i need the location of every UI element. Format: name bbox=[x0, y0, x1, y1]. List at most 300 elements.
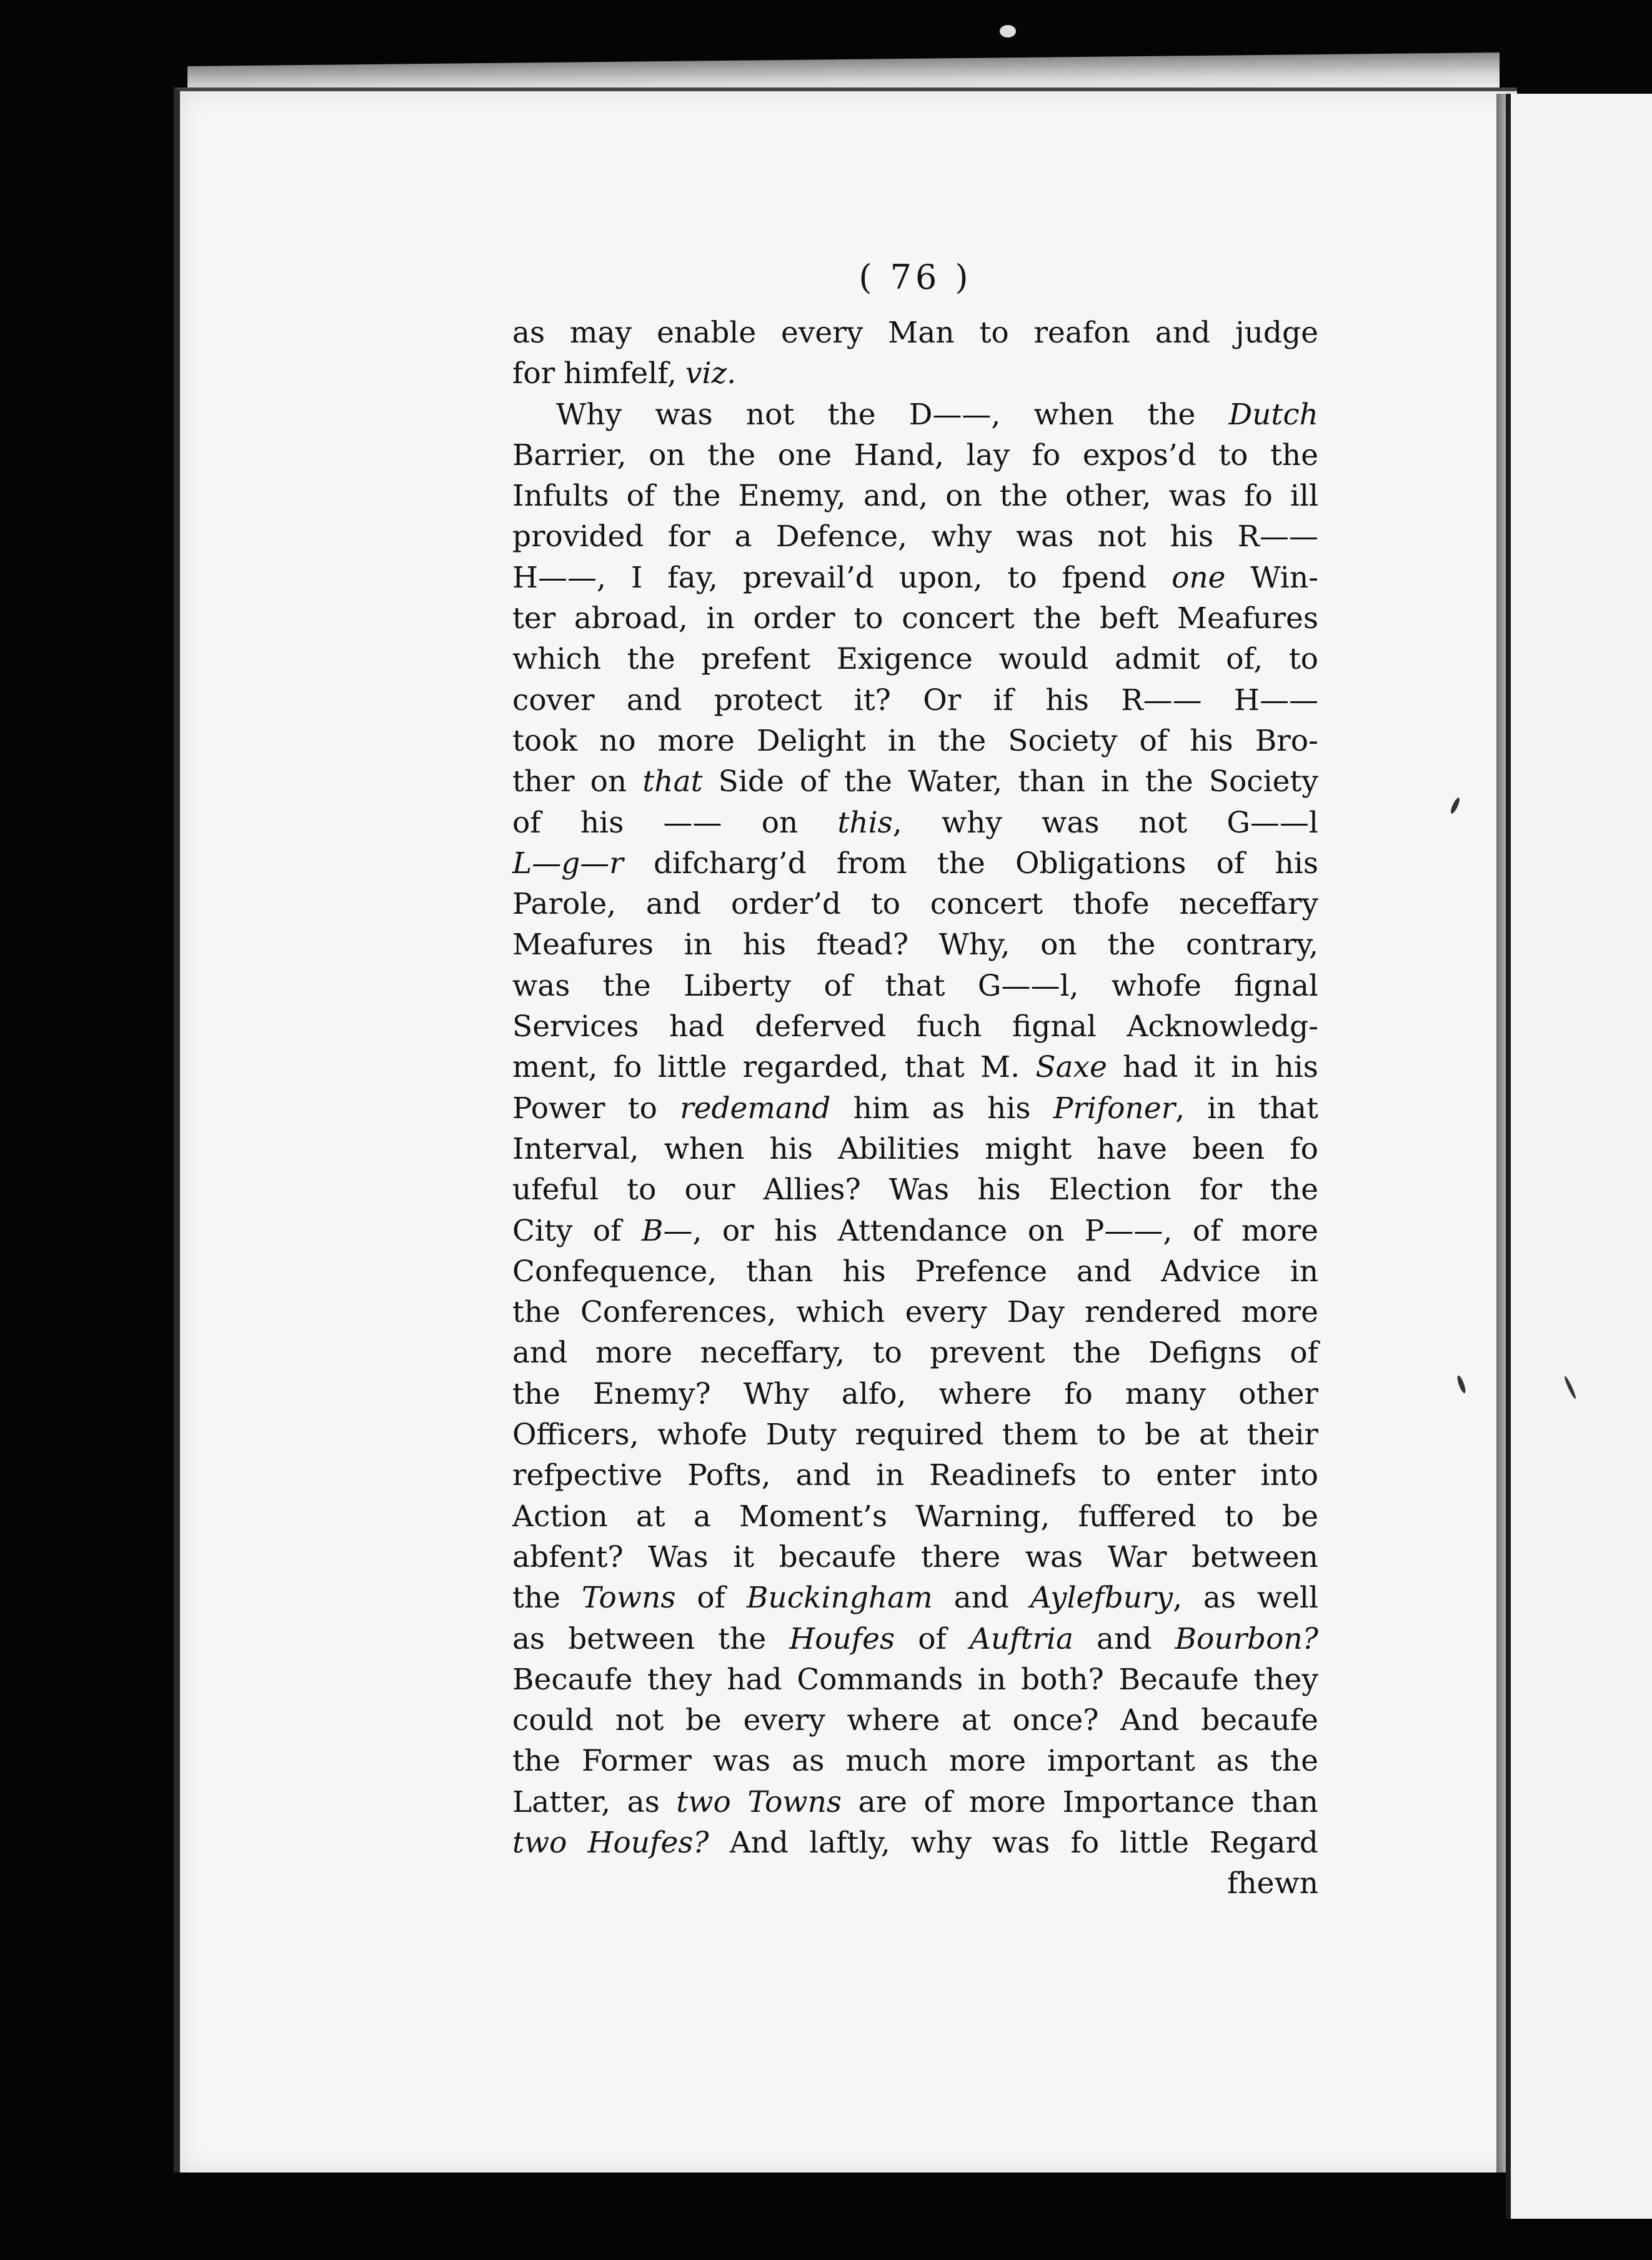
word: in bbox=[1230, 1050, 1260, 1085]
word: Prifoner, bbox=[1053, 1088, 1185, 1129]
text-line bbox=[512, 1455, 1318, 1496]
word: have bbox=[1097, 1131, 1167, 1166]
word: Infults bbox=[512, 479, 609, 514]
word: between bbox=[568, 1621, 695, 1656]
word: And bbox=[729, 1825, 789, 1860]
word: Interval, bbox=[512, 1131, 639, 1166]
word: for bbox=[1199, 1172, 1242, 1208]
word: Moment’s bbox=[739, 1499, 887, 1534]
word: fuffered bbox=[1078, 1499, 1197, 1534]
word: abfent? bbox=[512, 1539, 624, 1574]
word: Aylefbury, bbox=[1030, 1578, 1182, 1618]
word: more bbox=[595, 1336, 673, 1371]
word: Latter, bbox=[512, 1784, 611, 1819]
word: was bbox=[512, 968, 570, 1003]
word bbox=[747, 1578, 933, 1618]
word: a bbox=[693, 1499, 711, 1534]
word: him bbox=[853, 1091, 910, 1126]
word: more bbox=[1241, 1213, 1318, 1248]
word: Duty bbox=[765, 1418, 837, 1452]
word: Meafures bbox=[512, 928, 654, 962]
word: the bbox=[937, 846, 985, 881]
word: at bbox=[961, 1703, 991, 1738]
word: on bbox=[590, 764, 627, 799]
text-line bbox=[512, 1414, 1318, 1455]
word: and bbox=[1076, 1254, 1132, 1289]
word: other, bbox=[1065, 479, 1152, 514]
word: Enemy? bbox=[592, 1376, 711, 1411]
ink-speck bbox=[1000, 25, 1016, 38]
text-line bbox=[512, 639, 1318, 679]
word: on bbox=[1040, 928, 1077, 962]
word: be bbox=[1282, 1499, 1318, 1534]
word: War bbox=[1107, 1539, 1167, 1574]
text-line bbox=[512, 1211, 1318, 1251]
word: than bbox=[1018, 764, 1085, 799]
word: City bbox=[512, 1213, 573, 1248]
word: was bbox=[655, 397, 713, 432]
word: laftly, bbox=[809, 1825, 890, 1860]
text-line bbox=[512, 598, 1318, 639]
word: his bbox=[1275, 846, 1318, 881]
text-line bbox=[512, 1006, 1318, 1047]
word: once? bbox=[1012, 1703, 1099, 1738]
word: may bbox=[570, 316, 632, 350]
word: Water, bbox=[908, 764, 1003, 799]
word: the bbox=[1107, 928, 1156, 962]
text-line bbox=[512, 843, 1318, 884]
word: why bbox=[910, 1825, 972, 1860]
word: Day bbox=[1007, 1295, 1065, 1330]
word: in bbox=[887, 723, 917, 758]
word: Was bbox=[888, 1172, 950, 1208]
italic-text: two bbox=[676, 1784, 731, 1819]
text-line bbox=[512, 516, 1318, 557]
word: their bbox=[1246, 1418, 1318, 1452]
word bbox=[685, 353, 736, 394]
text-line bbox=[512, 558, 1318, 598]
word: his bbox=[977, 1172, 1021, 1208]
word: Society bbox=[1008, 723, 1118, 758]
text-line bbox=[512, 1700, 1318, 1741]
text-line bbox=[512, 1619, 1318, 1659]
word: the bbox=[707, 438, 756, 472]
text-line bbox=[512, 1659, 1318, 1700]
text-line bbox=[512, 1537, 1318, 1578]
italic-text: this bbox=[837, 805, 893, 840]
word: M. bbox=[980, 1050, 1020, 1085]
word: Parole, bbox=[512, 887, 617, 922]
word: or bbox=[722, 1213, 754, 1248]
word: himfelf, bbox=[564, 356, 677, 391]
word: deferved bbox=[755, 1009, 887, 1044]
word bbox=[747, 1782, 842, 1822]
word: enter bbox=[1156, 1458, 1236, 1493]
word: Or bbox=[923, 682, 962, 718]
word: beft bbox=[1100, 601, 1159, 636]
word: fay, bbox=[667, 560, 718, 595]
italic-text: redemand bbox=[680, 1091, 831, 1126]
word: why bbox=[931, 519, 992, 554]
italic-text: that bbox=[642, 764, 703, 799]
word: that bbox=[885, 968, 945, 1003]
word: as bbox=[627, 1784, 660, 1819]
word: P——, bbox=[1084, 1213, 1173, 1248]
word: fo bbox=[1070, 1825, 1100, 1860]
word: than bbox=[746, 1254, 814, 1289]
word: order’d bbox=[730, 887, 842, 922]
word: ment, bbox=[512, 1050, 598, 1085]
word: fuch bbox=[917, 1009, 982, 1044]
text-line bbox=[512, 1374, 1318, 1414]
word: of bbox=[800, 764, 828, 799]
word: on bbox=[1027, 1213, 1065, 1248]
word: and bbox=[626, 682, 682, 718]
text-line bbox=[512, 476, 1318, 516]
word: was bbox=[1168, 479, 1227, 514]
word: his bbox=[742, 928, 787, 962]
word: of bbox=[626, 479, 655, 514]
word: the bbox=[843, 764, 892, 799]
word: alfo, bbox=[841, 1376, 907, 1411]
word: to bbox=[1007, 560, 1037, 595]
word: at bbox=[1199, 1418, 1228, 1452]
word: for bbox=[512, 356, 555, 391]
word: the bbox=[512, 1376, 560, 1411]
word: more bbox=[948, 1744, 1027, 1779]
word: H—— bbox=[1233, 682, 1318, 718]
word: of bbox=[1139, 723, 1168, 758]
word: enable bbox=[657, 316, 757, 350]
word: abroad, bbox=[574, 601, 688, 636]
word: as bbox=[792, 1744, 825, 1779]
word: a bbox=[734, 519, 752, 554]
word bbox=[789, 1619, 895, 1659]
word: his bbox=[987, 1091, 1031, 1126]
word: of bbox=[1290, 1336, 1318, 1371]
word: to bbox=[1288, 642, 1318, 677]
word: Barrier, bbox=[512, 438, 627, 472]
word: the bbox=[1072, 1336, 1121, 1371]
word: his bbox=[1045, 682, 1089, 718]
word: where bbox=[847, 1703, 940, 1738]
word: had bbox=[727, 1662, 782, 1697]
italic-text: Aylefbury bbox=[1030, 1581, 1173, 1616]
word: order bbox=[753, 601, 835, 636]
word: and bbox=[1097, 1621, 1152, 1656]
text-line bbox=[512, 1169, 1318, 1210]
word: our bbox=[684, 1172, 735, 1208]
word: ill bbox=[1290, 479, 1318, 514]
word: and, bbox=[863, 479, 928, 514]
word: in bbox=[706, 601, 735, 636]
word: reafon bbox=[1033, 316, 1130, 350]
word: of bbox=[592, 1213, 622, 1248]
word: judge bbox=[1235, 316, 1318, 350]
word: took bbox=[512, 723, 577, 758]
text-line bbox=[512, 1741, 1318, 1781]
word: more bbox=[968, 1784, 1046, 1819]
catchword-text: fhewn bbox=[1227, 1866, 1318, 1901]
word: fo bbox=[613, 1050, 642, 1085]
word: Officers, bbox=[512, 1418, 639, 1452]
word: was bbox=[712, 1744, 771, 1779]
word: to bbox=[853, 601, 883, 636]
word: of bbox=[1192, 1213, 1222, 1248]
word: every bbox=[743, 1703, 825, 1738]
catchword bbox=[512, 1863, 1318, 1904]
text-line bbox=[512, 924, 1318, 965]
word bbox=[512, 1822, 567, 1863]
word: it bbox=[733, 1539, 755, 1574]
word bbox=[588, 1822, 709, 1863]
word bbox=[642, 761, 702, 802]
word: Why, bbox=[938, 928, 1010, 962]
word: this, bbox=[837, 802, 902, 843]
word: was bbox=[1042, 805, 1100, 840]
word: both? bbox=[1020, 1662, 1104, 1697]
word: Readinefs bbox=[929, 1458, 1077, 1493]
word: Defigns bbox=[1148, 1336, 1262, 1371]
word: not bbox=[1138, 805, 1188, 840]
word: the bbox=[512, 1744, 560, 1779]
word: they bbox=[647, 1662, 712, 1697]
italic-text: Auftria bbox=[969, 1621, 1073, 1656]
word: becaufe bbox=[1201, 1703, 1318, 1738]
word: fignal bbox=[1012, 1009, 1097, 1044]
word: could bbox=[512, 1703, 594, 1738]
word: contrary, bbox=[1185, 928, 1318, 962]
word: to bbox=[1102, 1458, 1132, 1493]
word: on bbox=[761, 805, 799, 840]
word: and bbox=[512, 1336, 568, 1371]
word bbox=[970, 1619, 1073, 1659]
word: Exigence bbox=[836, 642, 973, 677]
word: neceffary, bbox=[700, 1336, 845, 1371]
word: in bbox=[1290, 1254, 1318, 1289]
word: Pofts, bbox=[687, 1458, 771, 1493]
text-line bbox=[512, 1578, 1318, 1618]
word bbox=[1228, 394, 1318, 435]
word: which bbox=[512, 642, 602, 677]
word: might bbox=[985, 1131, 1072, 1166]
text-line bbox=[512, 1251, 1318, 1292]
word: prevail’d bbox=[742, 560, 874, 595]
text-line bbox=[512, 1782, 1318, 1822]
word: concert bbox=[902, 601, 1015, 636]
word: ufeful bbox=[512, 1172, 599, 1208]
word: expos’d bbox=[1082, 438, 1197, 472]
word: Side bbox=[718, 764, 784, 799]
italic-text: two bbox=[512, 1825, 567, 1860]
italic-text: Saxe bbox=[1035, 1050, 1107, 1085]
word: becaufe bbox=[779, 1539, 897, 1574]
word: and bbox=[1155, 316, 1211, 350]
word: of bbox=[512, 805, 541, 840]
word: there bbox=[920, 1539, 1001, 1574]
word: the bbox=[512, 1581, 560, 1616]
word: to bbox=[872, 1336, 902, 1371]
word: where bbox=[938, 1376, 1032, 1411]
italic-text: Houfes? bbox=[587, 1825, 709, 1860]
word: fo bbox=[1032, 438, 1061, 472]
word: concert bbox=[930, 887, 1043, 922]
text-line bbox=[512, 394, 1318, 435]
word: the bbox=[602, 968, 651, 1003]
word: Enemy, bbox=[738, 479, 846, 514]
word: B—, bbox=[642, 1211, 702, 1251]
word: Bro- bbox=[1255, 723, 1318, 758]
word: his bbox=[842, 1254, 886, 1289]
word: between bbox=[1192, 1539, 1318, 1574]
word: be bbox=[1144, 1418, 1181, 1452]
word: Conferences, bbox=[580, 1295, 777, 1330]
word: more bbox=[1241, 1295, 1318, 1330]
word: —— bbox=[663, 805, 722, 840]
text-line bbox=[512, 1088, 1318, 1129]
word: on bbox=[649, 438, 685, 472]
word: when bbox=[1033, 397, 1115, 432]
word: of bbox=[697, 1581, 726, 1616]
word: was bbox=[1025, 1539, 1083, 1574]
word: Hand, bbox=[853, 438, 944, 472]
word: Becaufe bbox=[512, 1662, 633, 1697]
word: the bbox=[938, 723, 987, 758]
word: upon, bbox=[898, 560, 983, 595]
italic-text: Towns bbox=[747, 1784, 842, 1819]
word: Allies? bbox=[763, 1172, 861, 1208]
word: his bbox=[774, 1213, 818, 1248]
italic-text: Towns bbox=[581, 1581, 676, 1616]
word: to bbox=[1224, 1499, 1254, 1534]
word: the bbox=[1033, 601, 1082, 636]
word: his bbox=[1170, 519, 1214, 554]
italic-text: Buckingham bbox=[746, 1581, 933, 1616]
word: and bbox=[795, 1458, 851, 1493]
word: to bbox=[1096, 1418, 1127, 1452]
word: that bbox=[1258, 1091, 1318, 1126]
word: Prefence bbox=[915, 1254, 1048, 1289]
word: Acknowledg- bbox=[1127, 1009, 1318, 1044]
word: Attendance bbox=[837, 1213, 1008, 1248]
word: are bbox=[858, 1784, 907, 1819]
word: as bbox=[512, 316, 545, 350]
word: Becaufe bbox=[1118, 1662, 1239, 1697]
text-line bbox=[512, 1047, 1318, 1088]
word: not bbox=[745, 397, 795, 432]
word: from bbox=[836, 846, 907, 881]
word: protect bbox=[714, 682, 822, 718]
text-line bbox=[512, 1496, 1318, 1537]
word: other bbox=[1238, 1376, 1318, 1411]
word: in bbox=[875, 1458, 905, 1493]
word: the bbox=[672, 479, 721, 514]
word: for bbox=[667, 519, 711, 554]
word: And bbox=[1120, 1703, 1180, 1738]
word: in bbox=[1101, 764, 1130, 799]
italic-text: Houfes bbox=[789, 1621, 895, 1656]
word: Regard bbox=[1210, 1825, 1318, 1860]
word: little bbox=[657, 1050, 727, 1085]
word: important bbox=[1047, 1744, 1195, 1779]
word: Was bbox=[648, 1539, 709, 1574]
text-line bbox=[512, 435, 1318, 476]
word: was bbox=[1015, 519, 1074, 554]
text-line bbox=[512, 1292, 1318, 1332]
word: D——, bbox=[908, 397, 1001, 432]
word: be bbox=[685, 1703, 722, 1738]
word: thofe bbox=[1072, 887, 1150, 922]
word bbox=[1172, 558, 1225, 598]
word: Advice bbox=[1161, 1254, 1261, 1289]
word bbox=[1175, 1619, 1318, 1659]
word: Confequence, bbox=[512, 1254, 717, 1289]
word: whofe bbox=[657, 1418, 748, 1452]
word: not bbox=[615, 1703, 664, 1738]
word: lay bbox=[966, 438, 1010, 472]
word: when bbox=[664, 1131, 745, 1166]
word: to bbox=[979, 316, 1009, 350]
word: Obligations bbox=[1015, 846, 1187, 881]
word: Warning, bbox=[915, 1499, 1050, 1534]
word: the bbox=[1270, 438, 1318, 472]
word: Liberty bbox=[684, 968, 792, 1003]
word: every bbox=[781, 316, 863, 350]
word: as bbox=[1216, 1744, 1249, 1779]
italic-text: Prifoner bbox=[1053, 1091, 1176, 1126]
word: I bbox=[630, 560, 643, 595]
word: provided bbox=[512, 519, 644, 554]
text-line bbox=[512, 761, 1318, 802]
word: Man bbox=[888, 316, 955, 350]
word bbox=[1035, 1047, 1107, 1088]
adjacent-page-edge bbox=[1506, 94, 1652, 2219]
word: no bbox=[599, 723, 636, 758]
word: the bbox=[999, 479, 1048, 514]
word: than bbox=[1251, 1784, 1318, 1819]
text-line bbox=[512, 1822, 1318, 1863]
word: Election bbox=[1048, 1172, 1172, 1208]
text-line bbox=[512, 680, 1318, 721]
text-line bbox=[512, 353, 1318, 394]
word: the bbox=[1147, 397, 1196, 432]
word: on bbox=[945, 479, 982, 514]
word: as bbox=[932, 1091, 965, 1126]
italic-text: Dutch bbox=[1228, 397, 1318, 432]
word: every bbox=[905, 1295, 987, 1330]
word: prevent bbox=[930, 1336, 1045, 1371]
word: why bbox=[941, 805, 1002, 840]
word: ftead? bbox=[816, 928, 909, 962]
word bbox=[512, 843, 624, 884]
word: H——, bbox=[512, 560, 606, 595]
word: rendered bbox=[1085, 1295, 1222, 1330]
text-line bbox=[512, 966, 1318, 1006]
word: Society bbox=[1208, 764, 1318, 799]
word: R—— bbox=[1121, 682, 1202, 718]
word: ter bbox=[512, 601, 556, 636]
word: was bbox=[992, 1825, 1050, 1860]
word: Former bbox=[582, 1744, 692, 1779]
word: to bbox=[1218, 438, 1248, 472]
word: the bbox=[512, 1295, 560, 1330]
word: of bbox=[1216, 846, 1245, 881]
word: the bbox=[827, 397, 876, 432]
word: his bbox=[580, 805, 624, 840]
word: the bbox=[627, 642, 675, 677]
word: which bbox=[796, 1295, 885, 1330]
word: required bbox=[855, 1418, 984, 1452]
